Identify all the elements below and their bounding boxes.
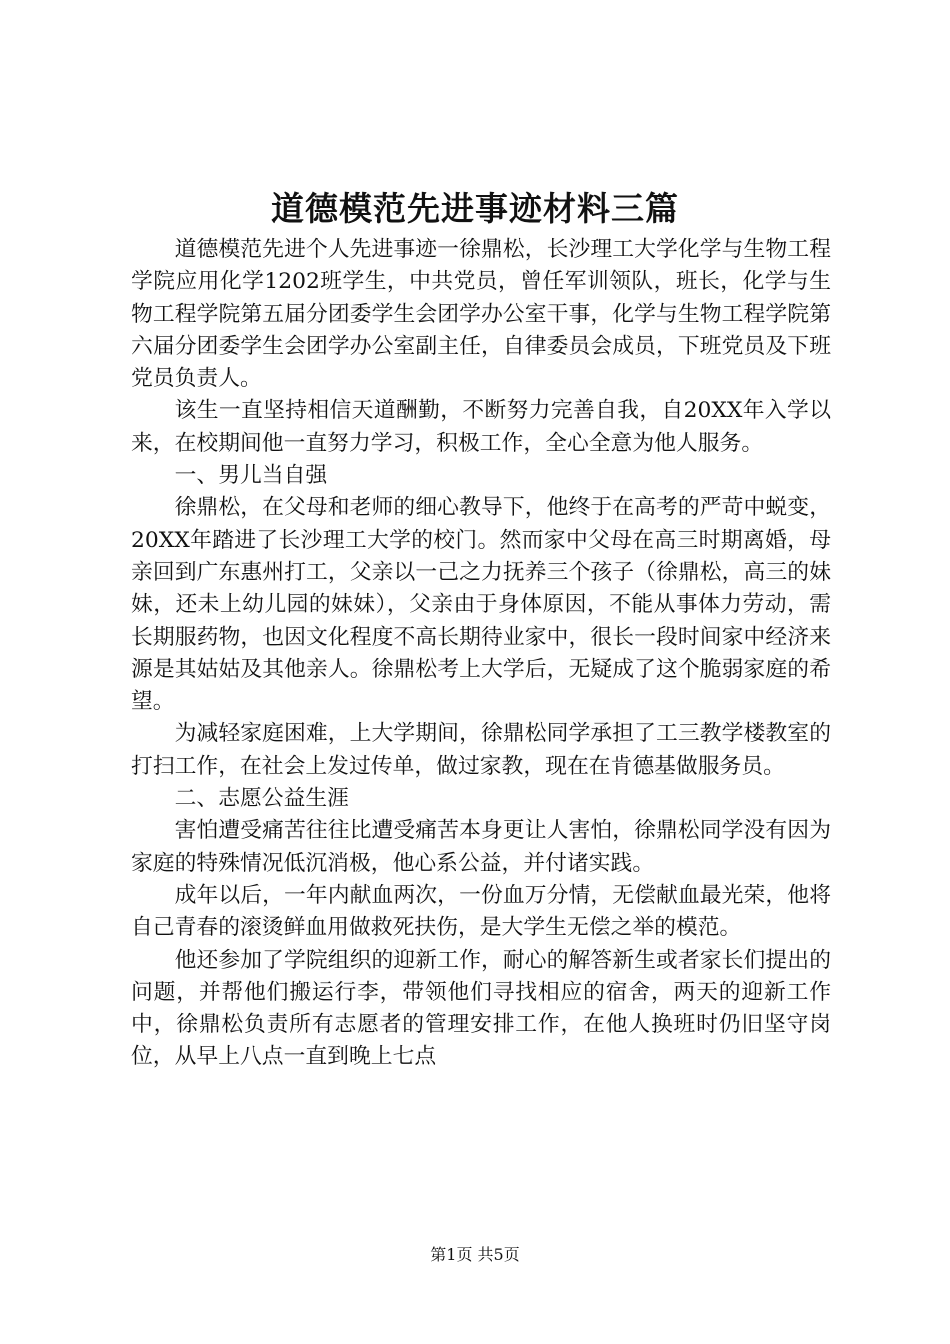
section-heading-1: 一、男儿当自强 (174, 463, 328, 489)
paragraph-family: 徐鼎松，在父母和老师的细心教导下，他终于在高考的严苛中蜕变，20XX年踏进了长沙理工大学的校门。然而家中父母在高三时期离婚，母亲回到广东惠州打工，父亲以一己之力抚养三个孩子（徐鼎松，高三的妹妹，还未上幼儿园的妹妹），父亲由于身体原因，不能从事体力劳动，需长期服药物，也因文化程度不高长期待业家中，很长一段时间家中经济来源是其姑姑及其他亲人。徐鼎松考上大学后，无疑成了这个脆弱家庭的希望。 (131, 495, 831, 715)
paragraph-volunteer: 害怕遭受痛苦往往比遭受痛苦本身更让人害怕，徐鼎松同学没有因为家庭的特殊情况低沉消极，他心系公益，并付诸实践。 (131, 818, 831, 876)
paragraph-intro: 道德模范先进个人先进事迹一徐鼎松，长沙理工大学化学与生物工程学院应用化学1202班学生，中共党员，曾任军训领队，班长，化学与生物工程学院第五届分团委学生会团学办公室干事，化学与生物工程学院第六届分团委学生会团学办公室副主任，自律委员会成员，下班党员及下班党员负责人。 (131, 237, 831, 392)
paragraph-orientation: 他还参加了学院组织的迎新工作，耐心的解答新生或者家长们提出的问题，并帮他们搬运行李，带领他们寻找相应的宿舍，两天的迎新工作中，徐鼎松负责所有志愿者的管理安排工作，在他人换班时仍旧坚守岗位，从早上八点一直到晚上七点 (131, 947, 831, 1070)
section-heading-2: 二、志愿公益生涯 (174, 786, 349, 812)
document-title: 道德模范先进事迹材料三篇 (271, 189, 679, 228)
document-body (131, 234, 831, 1074)
paragraph-blood-donation: 成年以后，一年内献血两次，一份血万分情，无偿献血最光荣，他将自己青春的滚烫鲜血用做救死扶伤，是大学生无偿之举的模范。 (131, 882, 831, 941)
paragraph-work: 为减轻家庭困难，上大学期间，徐鼎松同学承担了工三教学楼教室的打扫工作，在社会上发过传单，做过家教，现在在肯德基做服务员。 (131, 721, 831, 779)
paragraph-summary: 该生一直坚持相信天道酬勤，不断努力完善自我，自20XX年入学以来，在校期间他一直努力学习，积极工作，全心全意为他人服务。 (131, 398, 831, 456)
page-number-footer: 第1页 共5页 (430, 1245, 520, 1264)
